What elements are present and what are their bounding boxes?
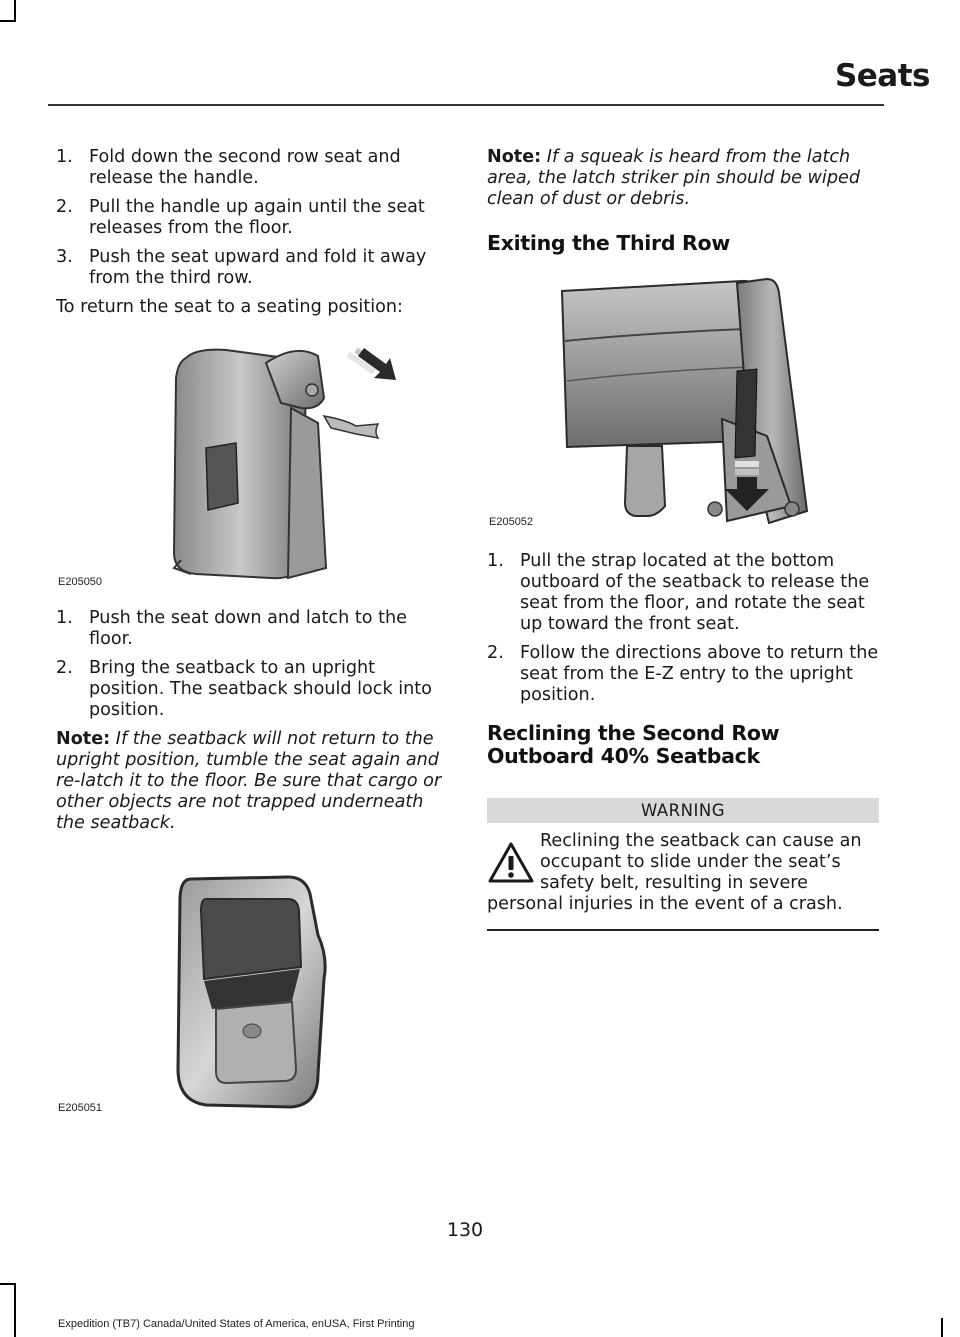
- step-number: 3.: [56, 247, 73, 267]
- crop-mark: [0, 1283, 16, 1285]
- step-number: 2.: [487, 643, 504, 663]
- list-item: [56, 197, 448, 239]
- crop-mark: [0, 20, 16, 22]
- warning-label: WARNING: [487, 798, 879, 823]
- list-item: [56, 247, 448, 289]
- heading-line: Outboard 40% Seatback: [487, 744, 760, 768]
- warning-rule: [487, 929, 879, 931]
- step-text: Push the seat upward and fold it away from the third row.: [89, 247, 427, 288]
- left-column: [56, 147, 448, 1119]
- list-item: [487, 643, 879, 706]
- crop-mark: [14, 1285, 16, 1337]
- figure-id: E205050: [58, 576, 103, 588]
- figure-id: E205052: [489, 516, 534, 528]
- arrow-icon: [348, 348, 396, 380]
- page-number: 130: [446, 1219, 484, 1241]
- folded-seat-illustration: [56, 328, 448, 593]
- step-number: 2.: [56, 197, 73, 217]
- warning-text-full: personal injuries in the event of a crash.: [487, 894, 843, 914]
- crop-mark: [14, 0, 16, 22]
- figure-handle: [56, 869, 448, 1119]
- figure-id: E205051: [58, 1102, 103, 1114]
- step-text: Pull the strap located at the bottom outboard of the seatback to release the seat from the floor, and rotate the seat up toward the front seat.: [520, 551, 870, 634]
- step-number: 1.: [56, 147, 73, 167]
- list-item: [487, 551, 879, 635]
- strap-illustration: [487, 271, 879, 533]
- heading-exiting-third-row: Exiting the Third Row: [487, 231, 730, 255]
- heading-line: Reclining the Second Row: [487, 721, 780, 745]
- note-seatback: [56, 729, 448, 834]
- return-intro: To return the seat to a seating position:: [56, 297, 403, 317]
- figure-strap: [487, 271, 879, 533]
- list-item: [56, 658, 448, 721]
- figure-folded-seat: [56, 328, 448, 593]
- step-text: Push the seat down and latch to the floor.: [89, 608, 407, 649]
- step-text: Pull the handle up again until the seat releases from the floor.: [89, 197, 425, 238]
- step-number: 1.: [56, 608, 73, 628]
- warning-box: [487, 798, 879, 931]
- note-text: If the seatback will not return to the upright position, tumble the seat again and re-latch it to the floor. Be sure that cargo or other objects are not trapped underneath the seatback.: [56, 729, 442, 833]
- note-label: Note:: [487, 147, 542, 167]
- fold-steps: [56, 147, 448, 289]
- step-number: 1.: [487, 551, 504, 571]
- return-steps: [56, 608, 448, 721]
- list-item: [56, 608, 448, 650]
- step-text: Fold down the second row seat and release the handle.: [89, 147, 401, 188]
- note-label: Note:: [56, 729, 111, 749]
- warning-body: [487, 823, 879, 915]
- step-text: Bring the seatback to an upright position. The seatback should lock into position.: [89, 658, 432, 720]
- warning-text-indented: Reclining the seatback can cause an occupant to slide under the seat’s safety belt, resulting in severe: [540, 831, 862, 893]
- exit-steps: [487, 551, 879, 706]
- step-number: 2.: [56, 658, 73, 678]
- note-squeak: [487, 147, 879, 210]
- page-title: Seats: [834, 58, 930, 94]
- warning-triangle-icon: [487, 841, 535, 885]
- header-rule: [48, 104, 884, 106]
- handle-illustration: [56, 869, 448, 1119]
- note-text: If a squeak is heard from the latch area, the latch striker pin should be wiped clean of dust or debris.: [487, 147, 860, 209]
- list-item: [56, 147, 448, 189]
- footer-text: Expedition (TB7) Canada/United States of America, enUSA, First Printing: [58, 1318, 415, 1330]
- heading-reclining-second-row: [487, 722, 879, 768]
- crop-mark: [941, 1318, 943, 1337]
- step-text: Follow the directions above to return the seat from the E-Z entry to the upright position.: [520, 643, 879, 705]
- right-column: [487, 147, 879, 931]
